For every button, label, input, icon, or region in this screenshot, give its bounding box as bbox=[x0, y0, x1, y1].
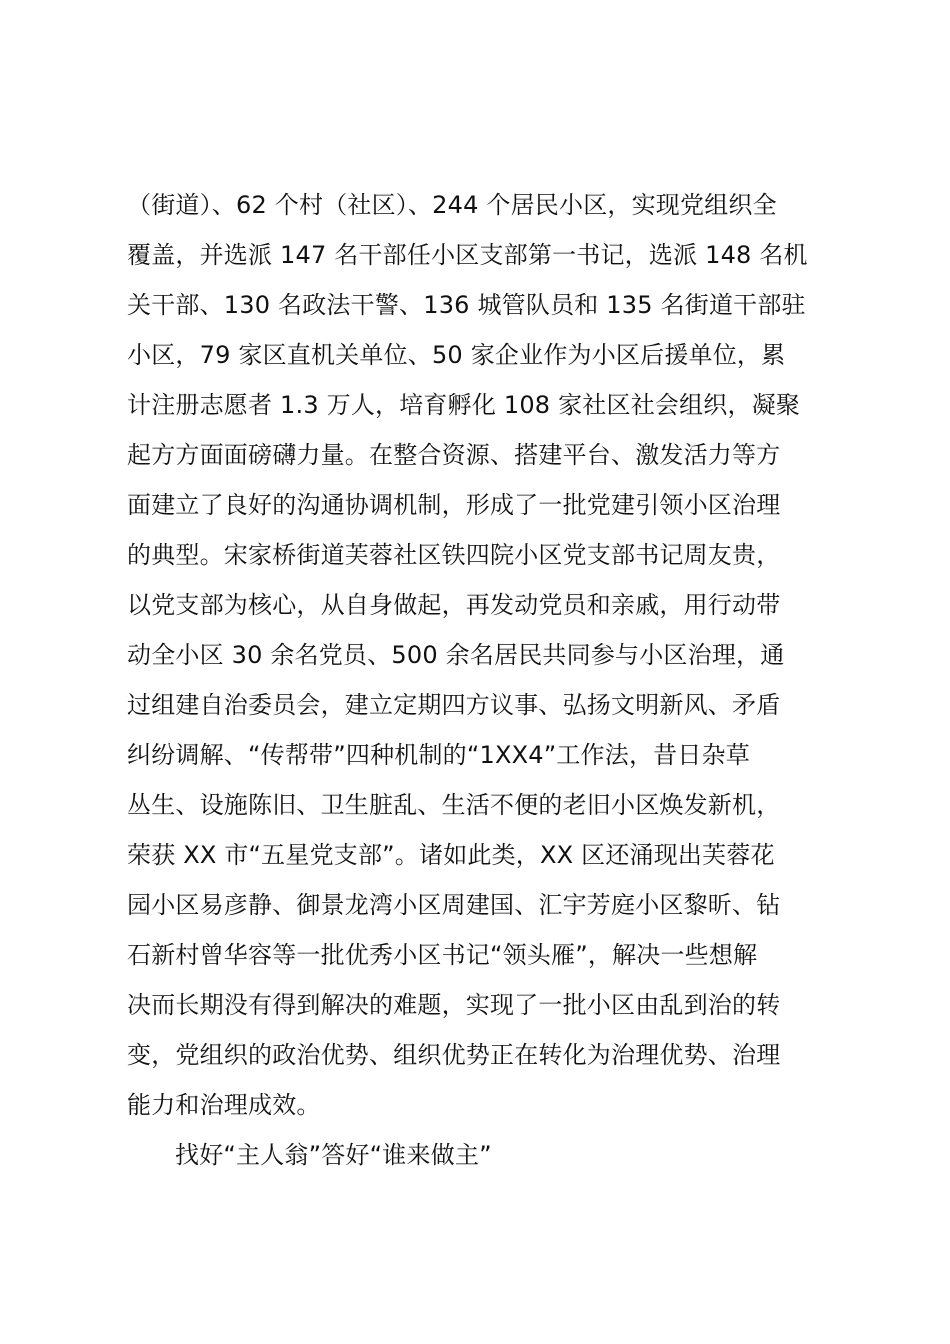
paragraph-line: 计注册志愿者 1.3 万人，培育孵化 108 家社区社会组织，凝聚 bbox=[127, 391, 801, 419]
paragraph-line: 动全小区 30 余名党员、500 余名居民共同参与小区治理，通 bbox=[127, 641, 785, 669]
paragraph-line: 能力和治理成效。 bbox=[127, 1091, 321, 1119]
paragraph-line: 起方方面面磅礴力量。在整合资源、搭建平台、激发活力等方 bbox=[127, 441, 781, 469]
paragraph-line: 决而长期没有得到解决的难题，实现了一批小区由乱到治的转 bbox=[127, 991, 781, 1019]
body-text bbox=[127, 180, 847, 1180]
paragraph-line: 小区，79 家区直机关单位、50 家企业作为小区后援单位，累 bbox=[127, 341, 786, 369]
paragraph-line: 园小区易彦静、御景龙湾小区周建国、汇宇芳庭小区黎昕、钻 bbox=[127, 891, 781, 919]
paragraph-line: 丛生、设施陈旧、卫生脏乱、生活不便的老旧小区焕发新机， bbox=[127, 791, 781, 819]
paragraph-line: 过组建自治委员会，建立定期四方议事、弘扬文明新风、矛盾 bbox=[127, 691, 781, 719]
paragraph-line: 石新村曾华容等一批优秀小区书记“领头雁”，解决一些想解 bbox=[127, 941, 758, 969]
paragraph-line: 变，党组织的政治优势、组织优势正在转化为治理优势、治理 bbox=[127, 1041, 781, 1069]
section-heading: 找好“主人翁”答好“谁来做主” bbox=[175, 1141, 492, 1169]
paragraph-line: 覆盖，并选派 147 名干部任小区支部第一书记，选派 148 名机 bbox=[127, 241, 808, 269]
paragraph-line: （街道）、62 个村（社区）、244 个居民小区，实现党组织全 bbox=[127, 191, 777, 219]
paragraph-line: 荣获 XX 市“五星党支部”。诸如此类，XX 区还涌现出芙蓉花 bbox=[127, 841, 775, 869]
paragraph-line: 以党支部为核心，从自身做起，再发动党员和亲戚，用行动带 bbox=[127, 591, 781, 619]
paragraph-line: 面建立了良好的沟通协调机制，形成了一批党建引领小区治理 bbox=[127, 491, 781, 519]
paragraph-line: 纠纷调解、“传帮带”四种机制的“1XX4”工作法，昔日杂草 bbox=[127, 741, 750, 769]
paragraph-line: 的典型。宋家桥街道芙蓉社区铁四院小区党支部书记周友贵， bbox=[127, 541, 781, 569]
paragraph-line: 关干部、130 名政法干警、136 城管队员和 135 名街道干部驻 bbox=[127, 291, 806, 319]
